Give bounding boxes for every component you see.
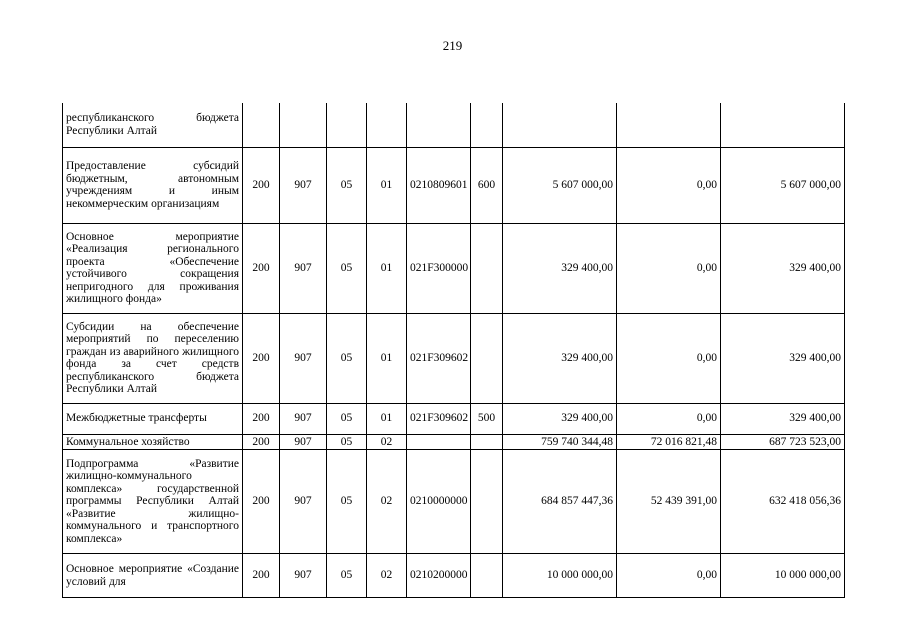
total-amount: 759 740 344,48 <box>503 434 617 450</box>
target-article-code <box>407 434 471 450</box>
row-name: Межбюджетные трансферты <box>63 403 243 434</box>
row-name: республиканского бюджета Республики Алтай <box>63 103 243 147</box>
republic-amount: 632 418 056,36 <box>721 450 845 554</box>
subsection-code: 01 <box>367 223 407 313</box>
republic-amount: 329 400,00 <box>721 403 845 434</box>
target-article-code: 021F300000 <box>407 223 471 313</box>
ved-code: 907 <box>280 554 327 598</box>
ved-code: 907 <box>280 434 327 450</box>
federal-amount: 52 439 391,00 <box>617 450 721 554</box>
total-amount <box>503 103 617 147</box>
expense-type-code <box>471 554 503 598</box>
table-row <box>63 313 845 403</box>
expense-type-code <box>471 103 503 147</box>
total-amount: 329 400,00 <box>503 403 617 434</box>
republic-amount: 687 723 523,00 <box>721 434 845 450</box>
target-article-code: 021F309602 <box>407 403 471 434</box>
admin-code: 200 <box>243 313 280 403</box>
section-code: 05 <box>327 313 367 403</box>
table-row <box>63 223 845 313</box>
total-amount: 10 000 000,00 <box>503 554 617 598</box>
federal-amount: 0,00 <box>617 147 721 223</box>
ved-code: 907 <box>280 223 327 313</box>
section-code: 05 <box>327 147 367 223</box>
federal-amount: 0,00 <box>617 403 721 434</box>
total-amount: 684 857 447,36 <box>503 450 617 554</box>
ved-code: 907 <box>280 147 327 223</box>
subsection-code: 01 <box>367 403 407 434</box>
republic-amount <box>721 103 845 147</box>
subsection-code: 02 <box>367 450 407 554</box>
federal-amount: 0,00 <box>617 313 721 403</box>
total-amount: 329 400,00 <box>503 223 617 313</box>
ved-code <box>280 103 327 147</box>
federal-amount <box>617 103 721 147</box>
row-name: Предоставление субсидий бюджетным, автономным учреждениям и иным некоммерческим организациям <box>63 147 243 223</box>
row-name: Коммунальное хозяйство <box>63 434 243 450</box>
target-article-code: 0210809601 <box>407 147 471 223</box>
federal-amount: 0,00 <box>617 554 721 598</box>
section-code: 05 <box>327 434 367 450</box>
budget-table <box>62 103 845 598</box>
table-row <box>63 403 845 434</box>
target-article-code: 0210200000 <box>407 554 471 598</box>
admin-code: 200 <box>243 434 280 450</box>
admin-code <box>243 103 280 147</box>
expense-type-code: 500 <box>471 403 503 434</box>
table-row <box>63 434 845 450</box>
table-row <box>63 103 845 147</box>
target-article-code: 0210000000 <box>407 450 471 554</box>
expense-type-code <box>471 223 503 313</box>
table-row <box>63 554 845 598</box>
target-article-code: 021F309602 <box>407 313 471 403</box>
federal-amount: 72 016 821,48 <box>617 434 721 450</box>
republic-amount: 329 400,00 <box>721 223 845 313</box>
subsection-code: 01 <box>367 147 407 223</box>
ved-code: 907 <box>280 313 327 403</box>
expense-type-code <box>471 313 503 403</box>
subsection-code <box>367 103 407 147</box>
admin-code: 200 <box>243 147 280 223</box>
section-code: 05 <box>327 223 367 313</box>
total-amount: 5 607 000,00 <box>503 147 617 223</box>
subsection-code: 01 <box>367 313 407 403</box>
total-amount: 329 400,00 <box>503 313 617 403</box>
ved-code: 907 <box>280 403 327 434</box>
admin-code: 200 <box>243 403 280 434</box>
section-code: 05 <box>327 554 367 598</box>
ved-code: 907 <box>280 450 327 554</box>
target-article-code <box>407 103 471 147</box>
admin-code: 200 <box>243 554 280 598</box>
subsection-code: 02 <box>367 434 407 450</box>
section-code: 05 <box>327 403 367 434</box>
federal-amount: 0,00 <box>617 223 721 313</box>
section-code <box>327 103 367 147</box>
expense-type-code: 600 <box>471 147 503 223</box>
row-name: Подпрограмма «Развитие жилищно-коммунального комплекса» государственной программы Республики Алтай «Развитие жилищно-коммунального и транспортного комплекса» <box>63 450 243 554</box>
subsection-code: 02 <box>367 554 407 598</box>
republic-amount: 329 400,00 <box>721 313 845 403</box>
page-number: 219 <box>442 38 463 53</box>
admin-code: 200 <box>243 450 280 554</box>
row-name: Основное мероприятие «Создание условий для <box>63 554 243 598</box>
section-code: 05 <box>327 450 367 554</box>
table-row <box>63 147 845 223</box>
table-row <box>63 450 845 554</box>
republic-amount: 5 607 000,00 <box>721 147 845 223</box>
row-name: Основное мероприятие «Реализация регионального проекта «Обеспечение устойчивого сокращения непригодного для проживания жилищного фонда» <box>63 223 243 313</box>
admin-code: 200 <box>243 223 280 313</box>
republic-amount: 10 000 000,00 <box>721 554 845 598</box>
expense-type-code <box>471 434 503 450</box>
expense-type-code <box>471 450 503 554</box>
row-name: Субсидии на обеспечение мероприятий по переселению граждан из аварийного жилищного фонда за счет средств республиканского бюджета Республики Алтай <box>63 313 243 403</box>
